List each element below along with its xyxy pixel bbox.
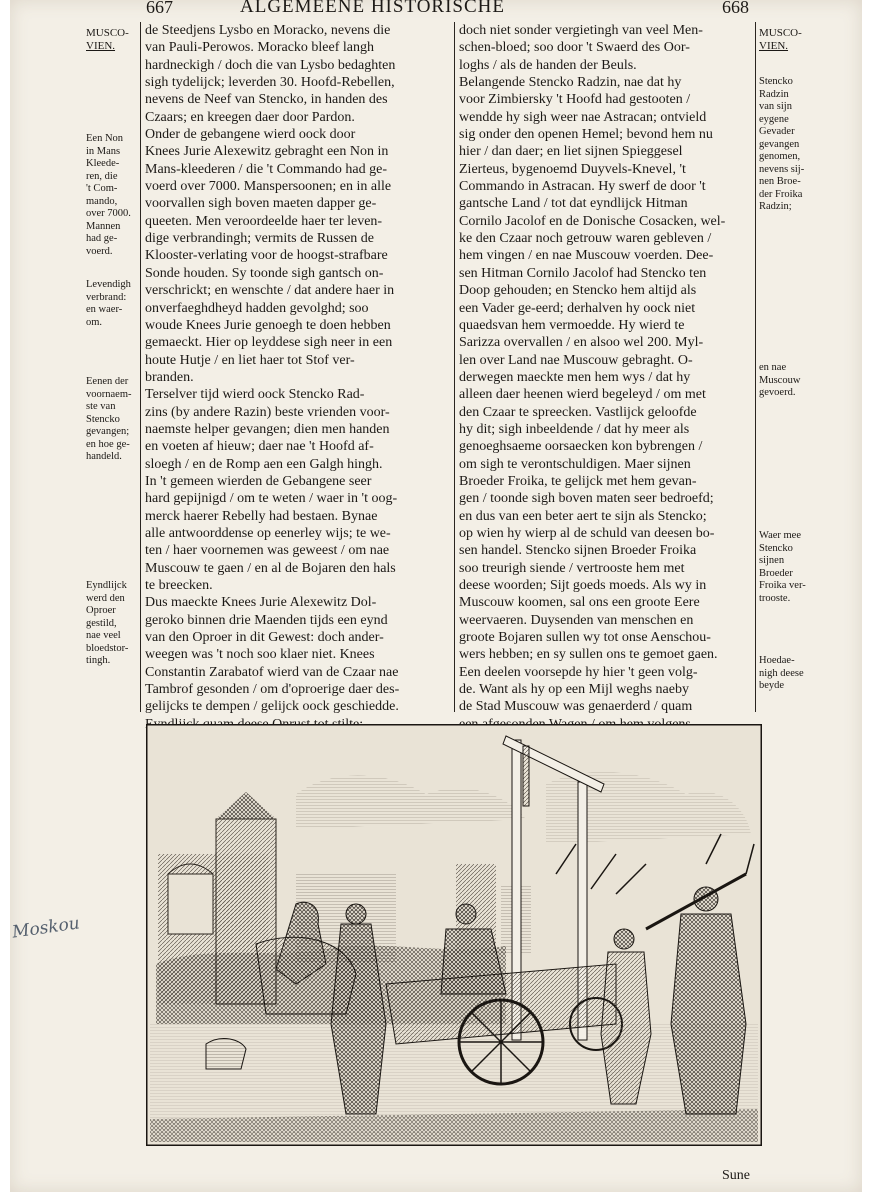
text-line: zins (by andere Razin) beste vrienden voor-	[145, 404, 390, 420]
text-line: Dus maeckte Knees Jurie Alexewitz Dol-	[145, 595, 377, 611]
text-line: gen / toonde sigh boven maten seer bedroefd;	[459, 491, 714, 507]
text-line: gantsche Land / tot dat eyndlijck Hitman	[459, 196, 688, 212]
text-line: queeten. Men veroordeelde haer ter leven-	[145, 213, 383, 229]
page-number-left: 667	[146, 0, 173, 17]
margin-note-line: 't Com-	[86, 183, 118, 194]
page-number-right: 668	[722, 0, 749, 17]
text-line: sen Hitman Cornilo Jacolof had Stencko ten	[459, 265, 707, 281]
text-line: weegen was 't noch soo klaer niet. Knees	[145, 647, 375, 663]
text-line: houte Hutje / en liet haer tot Stof ver-	[145, 352, 355, 368]
margin-note	[86, 279, 131, 329]
margin-note-line: ren, die	[86, 170, 118, 182]
margin-note-line: trooste.	[759, 592, 791, 604]
margin-note-line: Waer mee	[759, 530, 801, 541]
text-line: Terselver tijd wierd oock Stencko Rad-	[145, 387, 365, 403]
text-line: alle antwoorddense op eenerley wijs; te we-	[145, 525, 391, 541]
text-line: een Vader ge-eerd; derhalven hy oock niet	[459, 300, 696, 316]
text-line: hy dit; sigh inbeeldende / dat hy meer als	[459, 421, 690, 437]
margin-note-line: Stencko	[759, 542, 793, 554]
text-line: Sonde houden. Sy toonde sigh gantsch on-	[145, 265, 384, 281]
text-line: genoeghsaeme oorsaecken kon bybrengen /	[459, 439, 703, 455]
running-head-line: MUSCO-	[759, 27, 802, 39]
text-line: onverfaeghdheyd hadden gevolghd; soo	[145, 300, 369, 316]
text-line: Cornilo Jacolof en de Donische Cosacken, wel-	[459, 213, 726, 229]
margin-note-line: en hoe ge-	[86, 438, 130, 450]
text-line: In 't gemeen wierden de Gebangene seer	[145, 473, 372, 489]
margin-note-line: gestild,	[86, 617, 117, 629]
margin-note-line: van sijn	[759, 101, 792, 112]
margin-note-line: werd den	[86, 592, 125, 604]
margin-note-line: nen Broe-	[759, 176, 801, 187]
running-head-line: VIEN.	[86, 39, 116, 52]
text-line: gemaeckt. Hier op leyddese sigh neer in een	[145, 335, 393, 351]
text-line: derwegen maeckte men hem wys / dat hy	[459, 369, 691, 385]
text-line: hem vingen / en nae Muscouw voerden. Dee-	[459, 248, 714, 264]
margin-note-line: Muscouw	[759, 374, 801, 386]
text-line: Mans-kleederen / die 't Commando had ge-	[145, 161, 388, 177]
text-line: geroko binnen drie Maenden tijds een eynd	[145, 612, 388, 628]
margin-note-line: bloedstor-	[86, 642, 129, 654]
text-line: wendde hy sigh weer nae Astracan; ontvield	[459, 109, 707, 125]
margin-note-line: om.	[86, 316, 103, 328]
catchword: Sune	[722, 1168, 750, 1183]
margin-note-line: en nae	[759, 362, 787, 373]
margin-note-line: verbrand:	[86, 291, 127, 303]
text-line: de Stad Muscouw was genaerderd / quam	[459, 699, 693, 715]
text-line: groote Bojaren sullen wy tot onse Aenschou-	[459, 630, 711, 646]
text-line: weervaeren. Duysenden van menschen en	[459, 612, 694, 628]
text-line: voor Zimbiersky 't Hoofd had gestooten /	[459, 92, 691, 108]
text-line: gelijcks te dempen / gelijck oock geschiedde.	[145, 699, 399, 715]
text-line: om sigh te verontschuldigen. Maer sijnen	[459, 456, 691, 472]
text-line: te breecken.	[145, 578, 213, 593]
margin-note-line: Kleede-	[86, 158, 120, 169]
margin-note	[759, 362, 800, 400]
margin-note-line: Mannen	[86, 220, 121, 232]
margin-note-line: over 7000.	[86, 208, 131, 219]
running-title: ALGEMEENE HISTORISCHE	[240, 0, 506, 17]
margin-note-line: en waer-	[86, 304, 123, 315]
margin-note-line: gevangen;	[86, 426, 130, 437]
margin-note-line: beyde	[759, 680, 785, 691]
column-rule-left	[140, 22, 141, 712]
margin-note	[759, 76, 804, 214]
text-line: loghs / als de handen der Beuls.	[459, 57, 637, 73]
column-rule-right	[755, 22, 756, 712]
text-column-left	[145, 22, 451, 733]
text-column-right	[459, 22, 752, 733]
margin-note-line: Froika ver-	[759, 580, 806, 591]
text-line: hardneckigh / doch die van Lysbo bedaghten	[145, 57, 396, 73]
text-line: Knees Jurie Alexewitz gebraght een Non in	[145, 144, 389, 160]
margin-note-line: Stencko	[759, 76, 793, 87]
margin-note-line: nae veel	[86, 630, 121, 641]
text-line: quaedsvan hem vermoedde. Hy wierd te	[459, 317, 685, 333]
margin-note	[759, 655, 804, 693]
text-line: sig onder den openen Hemel; bevond hem nu	[459, 127, 713, 143]
text-line: Constantin Zarabatof wierd van de Czaar nae	[145, 664, 399, 680]
margin-note-line: Radzin	[759, 88, 789, 100]
text-line: woude Knees Jurie genoegh te doen hebben	[145, 317, 391, 333]
text-line: Tambrof gesonden / om d'oproerige daer des-	[145, 682, 400, 698]
text-line: hard gepijnigd / om te weten / waer in 't oog-	[145, 491, 398, 507]
margin-note-line: sijnen	[759, 555, 785, 566]
text-line: sigh tydelijck; leverden 30. Hoofd-Rebellen,	[145, 75, 395, 91]
text-line: op wien hy wierp al de schuld van deesen bo-	[459, 525, 715, 541]
text-line: len over Land nae Muscouw gebraght. O-	[459, 352, 693, 368]
margin-note-line: Levendigh	[86, 279, 131, 290]
text-line: alleen daer heenen wierd begeleyd / om met	[459, 387, 706, 403]
text-line: ten / haer voornemen was geweest / om nae	[145, 543, 390, 559]
text-line: Een deelen voorsepde hy hier 't geen volg-	[459, 664, 698, 680]
margin-note	[86, 376, 131, 464]
margin-note-line: nevens sij-	[759, 163, 805, 175]
text-line: Belangende Stencko Radzin, nae dat hy	[459, 75, 682, 91]
text-line: en dus van een beter aert te sijn als Stencko;	[459, 508, 707, 524]
text-line: van den Oproer in dit Gewest: doch ander-	[145, 630, 384, 646]
text-line: en voeten af hieuw; daer nae 't Hoofd af-	[145, 439, 374, 455]
text-line: voorvallen sigh boven maeten dapper ge-	[145, 196, 377, 212]
text-line: voerd over 7000. Manspersoonen; en in alle	[145, 179, 392, 195]
text-line: soo treurigh siende / vertrooste hem met	[459, 560, 685, 576]
running-head-right	[759, 27, 802, 52]
text-line: Broeder Froika, te gelijck met hem gevan-	[459, 473, 697, 489]
margin-note-line: Radzin;	[759, 201, 792, 212]
text-line: merck haerer Rebelly had bestaen. Bynae	[145, 508, 378, 524]
text-line: Klooster-verlating voor de hoogst-strafbare	[145, 248, 388, 264]
text-line: den Czaar te spreecken. Vastlijck geloofde	[459, 404, 697, 420]
text-line: ke den Czaar noch getrouw waren gebleven /	[459, 231, 712, 247]
text-line: Sarizza overvallen / en alsoo wel 200. Myl-	[459, 335, 704, 351]
running-head-line: MUSCO-	[86, 27, 129, 39]
text-line: nevens de Neef van Stencko, in handen des	[145, 92, 388, 108]
text-line: hier / dan daer; en liet sijnen Spieggesel	[459, 144, 683, 160]
text-line: Zierteus, bygenoemd Duyvels-Knevel, 't	[459, 161, 686, 177]
text-line: Muscouw koomen, sal ons een groote Eere	[459, 595, 700, 611]
margin-note-line: Eyndlijck	[86, 580, 127, 591]
text-line: Onder de gebangene wierd oock door	[145, 127, 356, 143]
margin-note-line: der Froika	[759, 188, 803, 200]
margin-note-line: Een Non	[86, 133, 124, 144]
text-line: wers hebben; en sy sullen ons te gemoet gaen.	[459, 647, 718, 663]
running-head-line: VIEN.	[759, 39, 789, 52]
execution-scene-illustration	[146, 724, 762, 1146]
handwritten-note: Moskou	[10, 913, 81, 943]
text-line: van Pauli-Perowos. Moracko bleef langh	[145, 40, 374, 56]
margin-note-line: Gevader	[759, 126, 795, 137]
margin-note-line: Eenen der	[86, 376, 129, 387]
column-rule-center	[454, 22, 455, 712]
text-line: sloegh / en de Romp aen een Galgh hingh.	[145, 456, 383, 472]
text-line: deese woorden; Sijt goeds moeds. Als wy in	[459, 578, 707, 593]
margin-note	[86, 133, 131, 258]
margin-note-line: in Mans	[86, 145, 121, 157]
book-page	[10, 0, 862, 1192]
text-line: naemste helper gevangen; dien men handen	[145, 421, 390, 437]
margin-note-line: gevoerd.	[759, 387, 796, 398]
margin-note-line: genomen,	[759, 151, 801, 162]
text-line: sen handel. Stencko sijnen Broeder Froika	[459, 543, 697, 559]
margin-note-line: mando,	[86, 195, 118, 207]
text-line: branden.	[145, 369, 194, 385]
margin-note-line: handeld.	[86, 451, 122, 462]
margin-note-line: voerd.	[86, 245, 113, 257]
text-line: Muscouw te gaen / en al de Bojaren den hals	[145, 560, 396, 576]
text-line: schen-bloed; soo door 't Swaerd des Oor-	[459, 40, 690, 56]
margin-note-line: ste van	[86, 401, 116, 412]
text-line: de. Want als hy op een Mijl weghs naeby	[459, 682, 689, 698]
text-line: doch niet sonder vergietingh van veel Men-	[459, 23, 703, 38]
margin-note-line: Stencko	[86, 413, 120, 425]
margin-note-line: eygene	[759, 113, 789, 125]
text-line: de Steedjens Lysbo en Moracko, nevens die	[145, 23, 391, 38]
margin-note-line: gevangen	[759, 138, 800, 150]
running-head-left	[86, 27, 129, 52]
margin-note	[759, 530, 806, 605]
margin-note-line: voornaem-	[86, 388, 132, 400]
margin-note	[86, 580, 128, 668]
margin-note-line: Oproer	[86, 605, 116, 616]
text-line: Commando in Astracan. Hy swerf de door 't	[459, 179, 706, 195]
margin-note-line: Broeder	[759, 567, 793, 579]
text-line: dige verbrandingh; vermits de Russen de	[145, 231, 375, 247]
margin-note-line: nigh deese	[759, 667, 804, 679]
text-line: Czaars; en kreegen daer door Pardon.	[145, 109, 355, 125]
text-line: Doop gehouden; en Stencko hem altijd als	[459, 283, 697, 299]
margin-note-line: had ge-	[86, 233, 118, 244]
text-line: verschrickt; en wenschte / dat andere haer in	[145, 283, 395, 299]
margin-note-line: tingh.	[86, 655, 111, 666]
margin-note-line: Hoedae-	[759, 655, 795, 666]
